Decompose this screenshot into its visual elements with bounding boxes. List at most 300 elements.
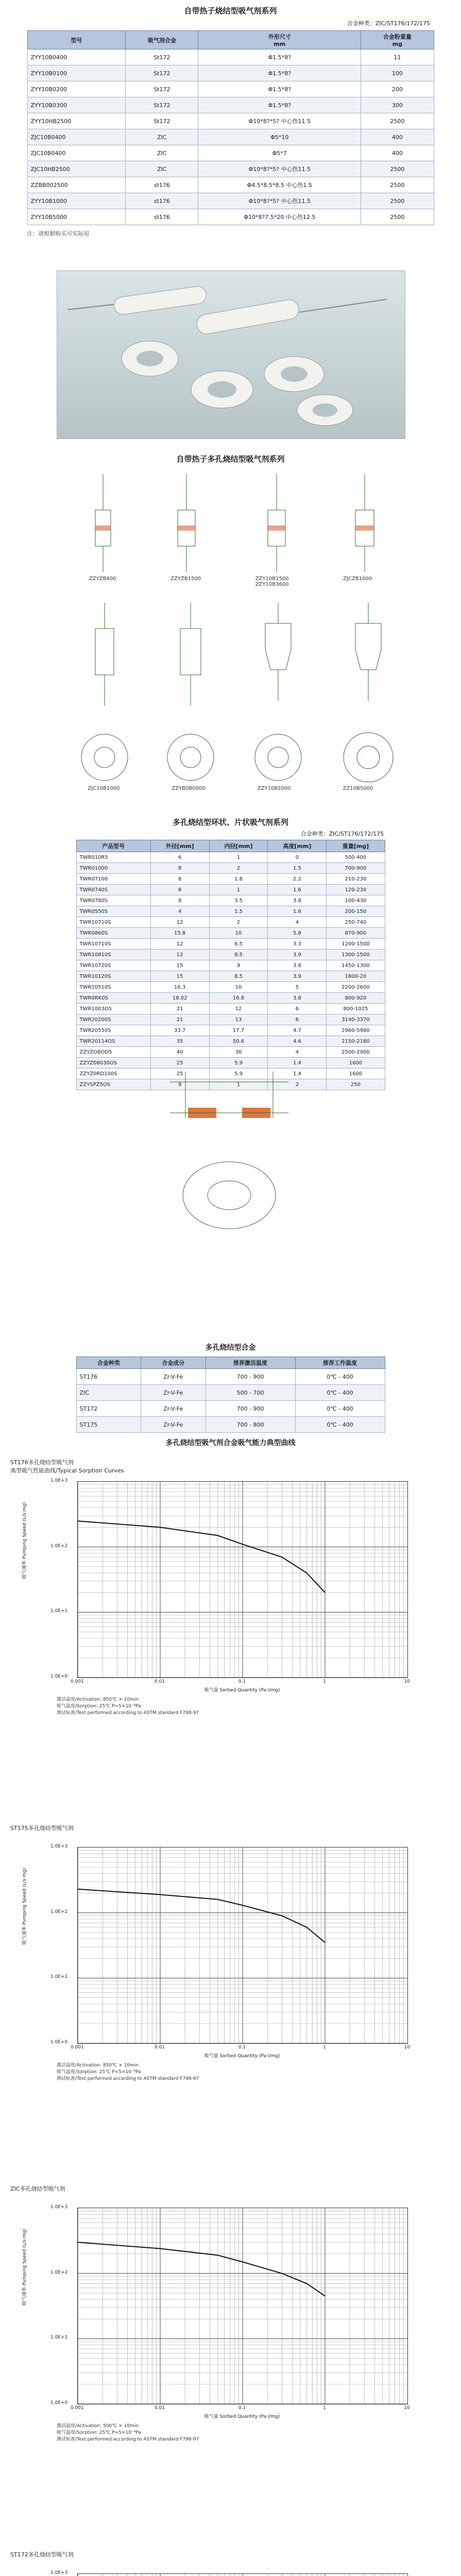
section-curves xyxy=(0,1437,461,1448)
table-cell: 3.9 xyxy=(268,971,327,982)
test-conditions xyxy=(57,2423,417,2443)
table-row xyxy=(76,917,385,928)
test-conditions xyxy=(57,2062,417,2082)
test-condition-line: 吸气温度/Sorption: 25℃ P=5×10⁻⁴Pa xyxy=(57,2070,141,2075)
table-cell: 300 xyxy=(361,97,434,113)
table-cell: 5.8 xyxy=(268,928,327,939)
table-cell: 10 xyxy=(209,928,268,939)
table-row xyxy=(76,1417,385,1433)
column-header: 外径[mm] xyxy=(150,840,209,852)
table-cell: Φ4.5*8.5*8.5 中心热1.5 xyxy=(198,177,361,193)
table-cell: TWR0860S xyxy=(76,928,150,939)
table-row xyxy=(27,193,434,209)
table-cell: 400 xyxy=(361,129,434,145)
table-row xyxy=(76,895,385,906)
table-cell: 700-900 xyxy=(327,863,385,874)
drawing-caption: ZZY10B1500 ZZY10B3600 xyxy=(255,576,289,587)
table-cell: 1200-1500 xyxy=(327,939,385,950)
table-cell: ST175 xyxy=(76,1417,141,1433)
table-cell: 17.7 xyxy=(209,1025,268,1036)
column-header: 合金种类 xyxy=(76,1357,141,1369)
table-cell: 400 xyxy=(361,145,434,161)
table-cell: Zr-V-Fe xyxy=(141,1417,206,1433)
column-header: 吸气剂合金 xyxy=(126,31,198,49)
table-cell: 12 xyxy=(150,950,209,960)
drawing-caption: ZZYZB1500 xyxy=(170,576,201,582)
y-tick-label: 1.0E+3 xyxy=(50,1844,68,1849)
section-heater-getters xyxy=(0,5,461,238)
table-cell: ZYY10B0200 xyxy=(27,81,126,97)
table-cell: 2150-2180 xyxy=(327,1036,385,1047)
table-cell: 2500 xyxy=(361,209,434,225)
table-row xyxy=(27,81,434,97)
table-cell: 1600 xyxy=(327,1069,385,1079)
table-cell: 25 xyxy=(150,1058,209,1069)
y-tick-label: 1.0E+3 xyxy=(50,2570,68,2575)
table-cell: 3140-3370 xyxy=(327,1014,385,1025)
table-row xyxy=(27,177,434,193)
table-cell: ZJC10B0400 xyxy=(27,145,126,161)
y-tick-label: 1.0E+3 xyxy=(50,2205,68,2210)
y-tick-label: 1.0E+3 xyxy=(50,1478,68,1483)
test-condition-line: 吸气温度/Sorption: 25℃ P=5×10⁻⁴Pa xyxy=(57,2430,141,2435)
y-tick-label: 1.0E+0 xyxy=(50,1674,68,1679)
table-cell: 4 xyxy=(268,1047,327,1058)
table-cell: 250 xyxy=(327,1079,385,1090)
x-tick-label: 0.001 xyxy=(71,2405,84,2411)
y-tick-label: 1.0E+0 xyxy=(50,2400,68,2405)
table-cell: 15 xyxy=(150,971,209,982)
table-row xyxy=(27,209,434,225)
table-cell: 3.9 xyxy=(268,950,327,960)
table-cell: TWR10710S xyxy=(76,917,150,928)
x-axis-label: 吸气量 Sorbed Quantity (Pa·l/mg) xyxy=(204,2414,280,2419)
table-cell: 21 xyxy=(150,1014,209,1025)
section-title: 多孔烧结型吸气剂合金吸气能力典型曲线 xyxy=(165,1439,296,1447)
table-cell: 1450-1300 xyxy=(327,960,385,971)
table-cell: 100-430 xyxy=(327,895,385,906)
product-photo-illustration xyxy=(57,271,405,438)
table-cell: 13 xyxy=(209,1014,268,1025)
table-row xyxy=(27,113,434,129)
table-cell: 15 xyxy=(150,960,209,971)
table-cell: st176 xyxy=(126,177,198,193)
table-cell: 10 xyxy=(209,982,268,993)
table-cell: TWR010R5 xyxy=(76,852,150,863)
table-cell: 0℃ - 400 xyxy=(295,1417,385,1433)
table-row xyxy=(76,960,385,971)
table-row xyxy=(76,939,385,950)
alloy-types: 合金种类：ZIC/ST176/172/175 xyxy=(300,831,384,837)
table-cell: 800-920 xyxy=(327,993,385,1004)
table-cell: st176 xyxy=(126,193,198,209)
table-row xyxy=(76,950,385,960)
table-cell: ZYY10B0300 xyxy=(27,97,126,113)
x-tick-label: 0.01 xyxy=(154,2405,165,2411)
table-cell: 1800-20 xyxy=(327,971,385,982)
table-cell: 700 - 900 xyxy=(206,1369,295,1385)
table-row xyxy=(76,1401,385,1417)
table-cell: ZIC xyxy=(126,161,198,177)
product-photo xyxy=(57,270,405,439)
chart-caption: ST172多孔烧结型吸气剂 xyxy=(10,2551,74,2558)
table-cell: Zr-V-Fe xyxy=(141,1385,206,1401)
y-tick-label: 1.0E+2 xyxy=(50,1909,68,1914)
table-cell: ZYY10HB2500 xyxy=(27,113,126,129)
chart-caption: ST176多孔烧结型吸气剂 典型吸气性能曲线/Typical Sorption Curves xyxy=(10,1459,124,1474)
drawing-captions-row2 xyxy=(0,786,461,791)
y-axis-label: 吸气速率 Pumping Speed (L/s·mg) xyxy=(22,2228,27,2306)
section-title: 自带热子多孔烧结型吸气剂系列 xyxy=(176,454,285,464)
y-axis-label: 吸气速率 Pumping Speed (L/s·mg) xyxy=(22,1868,27,1945)
table-cell: TWR20550S xyxy=(76,1025,150,1036)
column-header: 内径[mm] xyxy=(209,840,268,852)
column-header: 推荐工作温度 xyxy=(295,1357,385,1369)
x-tick-label: 0.1 xyxy=(238,2405,246,2411)
table-cell: 2 xyxy=(209,863,268,874)
table-cell: 2 xyxy=(209,917,268,928)
x-tick-label: 10 xyxy=(404,2405,410,2411)
table-row xyxy=(76,1036,385,1047)
table-cell: 0℃ - 400 xyxy=(295,1401,385,1417)
test-condition-line: 测试标准/Test performed according to ASTM standard F798-97 xyxy=(57,1710,199,1716)
table-cell: 1.6 xyxy=(268,885,327,895)
test-condition-line: 激活温度/Activation: 850℃ × 10min xyxy=(57,2063,139,2068)
table-cell: ZIC xyxy=(126,129,198,145)
table-cell: Φ10*8?*5? 中心热11.5 xyxy=(198,161,361,177)
table-cell: TWR10510S xyxy=(76,982,150,993)
table-cell: 200-150 xyxy=(327,906,385,917)
table-cell: 1 xyxy=(209,885,268,895)
table-cell: ZYY10B0100 xyxy=(27,65,126,81)
table-cell: 15.8 xyxy=(150,928,209,939)
test-condition-line: 吸气温度/Sorption: 25℃ P=5×10⁻⁴Pa xyxy=(57,1704,141,1709)
test-condition-line: 激活温度/Activation: 500℃ × 10min xyxy=(57,2424,139,2429)
table-cell: 3.5 xyxy=(209,895,268,906)
table-cell: ZZYZO8OD5 xyxy=(76,1047,150,1058)
table-row xyxy=(76,874,385,885)
table-cell: 8.5 xyxy=(209,950,268,960)
drawing-caption: ZZYZB400 xyxy=(89,576,116,582)
table-cell: 2200-2600 xyxy=(327,982,385,993)
table-cell: 1.5 xyxy=(209,906,268,917)
table-cell: 25 xyxy=(150,1069,209,1079)
spec-table xyxy=(27,30,434,225)
table-cell: 0℃ - 400 xyxy=(295,1385,385,1401)
drawing-captions-row1 xyxy=(0,576,461,587)
table-row xyxy=(76,928,385,939)
y-tick-label: 1.0E+0 xyxy=(50,2040,68,2045)
table-row xyxy=(27,129,434,145)
test-condition-line: 测试标准/Test performed according to ASTM standard F798-97 xyxy=(57,2076,199,2081)
drawing-caption: ZZ10B5000 xyxy=(343,786,373,791)
table-cell: TWR1003OS xyxy=(76,1004,150,1014)
table-cell: 11 xyxy=(361,49,434,65)
y-tick-label: 1.0E+2 xyxy=(50,1543,68,1549)
table-cell: 3.8 xyxy=(268,993,327,1004)
section-title: 自带热子烧结型吸气剂系列 xyxy=(184,6,277,15)
drawing-caption: ZJCZB1000 xyxy=(343,576,372,582)
table-cell: 12 xyxy=(209,1004,268,1014)
section-alloys xyxy=(0,1342,461,1433)
table-cell: 1.4 xyxy=(268,1069,327,1079)
table-row xyxy=(76,982,385,993)
table-cell: 2960-5980 xyxy=(327,1025,385,1036)
x-tick-label: 1 xyxy=(323,1679,326,1684)
x-tick-label: 1 xyxy=(323,2045,326,2050)
column-header: 重量[mg] xyxy=(327,840,385,852)
table-cell: Φ1.5*8? xyxy=(198,97,361,113)
x-tick-label: 0.1 xyxy=(238,2045,246,2050)
table-cell: 6 xyxy=(268,1004,327,1014)
table-cell: 2.2 xyxy=(268,874,327,885)
column-header: 推荐激活温度 xyxy=(206,1357,295,1369)
table-cell: 50.6 xyxy=(209,1036,268,1047)
table-cell: St172 xyxy=(126,113,198,129)
table-row xyxy=(76,1047,385,1058)
sorption-chart xyxy=(77,1481,408,1678)
table-cell: 30 xyxy=(209,1047,268,1058)
table-cell: 16.3 xyxy=(150,982,209,993)
table-cell: 2500-2900 xyxy=(327,1047,385,1058)
table-row xyxy=(27,49,434,65)
table-note: 注：请根据购买可实际用 xyxy=(27,230,89,237)
sorption-curve xyxy=(78,1521,325,1592)
test-condition-line: 激活温度/Activation: 850℃ × 10min xyxy=(57,1697,139,1702)
table-row xyxy=(76,993,385,1004)
table-cell: 870-900 xyxy=(327,928,385,939)
table-cell: 100 xyxy=(361,65,434,81)
alloy-table xyxy=(76,1357,385,1433)
table-cell: ZZBB002500 xyxy=(27,177,126,193)
table-cell: 1.8 xyxy=(209,874,268,885)
table-cell: TWR0550S xyxy=(76,906,150,917)
table-cell: 500-400 xyxy=(327,852,385,863)
table-cell: ST176 xyxy=(76,1369,141,1385)
x-axis-label: 吸气量 Sorbed Quantity (Pa·l/mg) xyxy=(204,2054,280,2059)
table-cell: 2500 xyxy=(361,161,434,177)
column-header: 型号 xyxy=(27,31,126,49)
table-cell: 18.02 xyxy=(150,993,209,1004)
table-row xyxy=(76,1025,385,1036)
test-condition-line: 测试标准/Test performed according to ASTM standard F798-97 xyxy=(57,2437,199,2442)
table-cell: Φ10*8?*5? 中心热11.5 xyxy=(198,193,361,209)
table-cell: 2 xyxy=(268,1079,327,1090)
table-cell: TWR07100 xyxy=(76,874,150,885)
table-cell: 21 xyxy=(150,1004,209,1014)
table-cell: 3.8 xyxy=(268,895,327,906)
column-header: 高度[mm] xyxy=(268,840,327,852)
table-cell: ZIC xyxy=(76,1385,141,1401)
table-cell: 12 xyxy=(150,939,209,950)
table-cell: 700 - 900 xyxy=(206,1401,295,1417)
table-cell: Φ5*7 xyxy=(198,145,361,161)
table-cell: 4.6 xyxy=(268,1036,327,1047)
x-tick-label: 0.1 xyxy=(238,1679,246,1684)
table-cell: TWR10720S xyxy=(76,960,150,971)
table-cell: TWR0780S xyxy=(76,895,150,906)
table-cell: TWR01000 xyxy=(76,863,150,874)
table-cell: ZJC10B0400 xyxy=(27,129,126,145)
table-cell: 8.5 xyxy=(209,971,268,982)
table-cell: 5.9 xyxy=(209,1058,268,1069)
y-tick-label: 1.0E+1 xyxy=(50,1608,68,1614)
drawing-caption: ZZY10B2000 xyxy=(257,786,291,791)
table-cell: ZZYZ08030OS xyxy=(76,1058,150,1069)
table-cell: St172 xyxy=(126,97,198,113)
table-cell: 1.4 xyxy=(268,1058,327,1069)
ring-spec-table xyxy=(76,840,385,1090)
table-cell: 9 xyxy=(209,960,268,971)
table-cell: ZYY10B5000 xyxy=(27,209,126,225)
table-row xyxy=(76,863,385,874)
table-cell: 4 xyxy=(150,906,209,917)
table-row xyxy=(76,1385,385,1401)
table-cell: 700 - 800 xyxy=(206,1417,295,1433)
table-cell: 210-230 xyxy=(327,874,385,885)
table-cell: 6 xyxy=(150,852,209,863)
table-cell: 500 - 700 xyxy=(206,1385,295,1401)
table-row xyxy=(76,1004,385,1014)
table-cell: 2500 xyxy=(361,193,434,209)
table-cell: ZIC xyxy=(126,145,198,161)
table-cell: 2500 xyxy=(361,113,434,129)
section-ring-getters xyxy=(0,817,461,1090)
table-cell: 40 xyxy=(150,1047,209,1058)
table-cell: Φ1.5*8? xyxy=(198,65,361,81)
table-cell: 9 xyxy=(150,1079,209,1090)
column-header: 合金成分 xyxy=(141,1357,206,1369)
table-cell: 250-740 xyxy=(327,917,385,928)
drawing-caption: ZZYB0B0000 xyxy=(172,786,206,791)
table-cell: St172 xyxy=(126,65,198,81)
x-tick-label: 0.001 xyxy=(71,1679,84,1684)
table-row xyxy=(76,971,385,982)
table-cell: 35 xyxy=(150,1036,209,1047)
table-cell: TWR0RK0S xyxy=(76,993,150,1004)
table-cell: St172 xyxy=(126,81,198,97)
x-tick-label: 10 xyxy=(404,2045,410,2050)
table-cell: 800-1025 xyxy=(327,1004,385,1014)
table-cell: 5 xyxy=(268,982,327,993)
table-cell: 120-230 xyxy=(327,885,385,895)
table-cell: ZJC10HB2500 xyxy=(27,161,126,177)
chart-caption: ST175多孔烧结型吸气剂 xyxy=(10,1825,74,1832)
table-row xyxy=(76,1014,385,1025)
section-title: 多孔烧结型合金 xyxy=(205,1344,256,1352)
table-cell: TWR20200S xyxy=(76,1014,150,1025)
table-cell: ZZYZ0RD100S xyxy=(76,1069,150,1079)
x-tick-label: 0.01 xyxy=(154,2045,165,2050)
x-axis-label: 吸气量 Sorbed Quantity (Pa·l/mg) xyxy=(204,1688,280,1693)
table-cell: Φ10*8?*5? 中心热11.5 xyxy=(198,113,361,129)
drawing-caption: ZJC10B1000 xyxy=(88,786,120,791)
sorption-chart xyxy=(77,2208,408,2404)
table-cell: Φ1.5*8? xyxy=(198,81,361,97)
section-porous-heater-getters xyxy=(0,453,461,464)
x-tick-label: 0.001 xyxy=(71,2045,84,2050)
table-row xyxy=(76,885,385,895)
table-row xyxy=(76,1369,385,1385)
table-cell: 5.9 xyxy=(209,1069,268,1079)
table-cell: TWR10810S xyxy=(76,950,150,960)
table-cell: ZYY10B0400 xyxy=(27,49,126,65)
x-tick-label: 1 xyxy=(323,2405,326,2411)
table-cell: ZYY10B1000 xyxy=(27,193,126,209)
table-row xyxy=(27,145,434,161)
table-cell: Zr-V-Fe xyxy=(141,1369,206,1385)
table-cell: 1.5 xyxy=(268,863,327,874)
table-cell: Φ1.5*8? xyxy=(198,49,361,65)
column-header: 合金粉重量 mg xyxy=(361,31,434,49)
table-cell: 1600 xyxy=(327,1058,385,1069)
table-cell: 1300-1500 xyxy=(327,950,385,960)
ring-drawings xyxy=(0,1066,461,1236)
column-header: 产品型号 xyxy=(76,840,150,852)
sorption-chart xyxy=(77,2573,408,2576)
table-cell: 6 xyxy=(268,1014,327,1025)
y-tick-label: 1.0E+1 xyxy=(50,1974,68,1980)
table-cell: St172 xyxy=(126,49,198,65)
y-tick-label: 1.0E+2 xyxy=(50,2269,68,2275)
table-cell: 6.5 xyxy=(209,939,268,950)
table-cell: 4 xyxy=(268,917,327,928)
table-cell: 3.8 xyxy=(268,960,327,971)
table-cell: TWR20114OS xyxy=(76,1036,150,1047)
table-cell: 1.6 xyxy=(268,906,327,917)
table-row xyxy=(27,65,434,81)
table-cell: 1 xyxy=(209,852,268,863)
y-axis-label: 吸气速率 Pumping Speed (L/s·mg) xyxy=(22,1502,27,1579)
table-cell: Zr-V-Fe xyxy=(141,1401,206,1417)
x-tick-label: 10 xyxy=(404,1679,410,1684)
table-row xyxy=(76,906,385,917)
table-cell: TWR10120S xyxy=(76,971,150,982)
test-conditions xyxy=(57,1697,417,1717)
table-cell: ST172 xyxy=(76,1401,141,1417)
sorption-chart xyxy=(77,1847,408,2044)
table-cell: 1 xyxy=(209,1079,268,1090)
table-row xyxy=(76,852,385,863)
table-row xyxy=(27,97,434,113)
section-title: 多孔烧结型环状、片状吸气剂系列 xyxy=(172,818,288,827)
table-cell: 16.8 xyxy=(209,993,268,1004)
table-cell: TWR0740S xyxy=(76,885,150,895)
table-cell: 8 xyxy=(150,895,209,906)
column-header: 外形尺寸 mm xyxy=(198,31,361,49)
table-cell: 200 xyxy=(361,81,434,97)
table-cell: 3.3 xyxy=(268,939,327,950)
chart-caption: ZIC多孔烧结型吸气剂 xyxy=(10,2185,65,2192)
table-cell: 8 xyxy=(150,874,209,885)
table-cell: 4.7 xyxy=(268,1025,327,1036)
table-cell: 8 xyxy=(150,885,209,895)
table-row xyxy=(27,161,434,177)
table-cell: 12 xyxy=(150,917,209,928)
table-cell: 33.7 xyxy=(150,1025,209,1036)
table-cell: 0 xyxy=(268,852,327,863)
table-cell: st176 xyxy=(126,209,198,225)
table-cell: Φ10*8?7.5*20 中心热12.5 xyxy=(198,209,361,225)
y-tick-label: 1.0E+1 xyxy=(50,2335,68,2341)
table-cell: ZZYSPZ5OS xyxy=(76,1079,150,1090)
technical-drawings xyxy=(0,469,461,840)
table-cell: TWR10710S xyxy=(76,939,150,950)
table-cell: Φ5*10 xyxy=(198,129,361,145)
table-cell: 0℃ - 400 xyxy=(295,1369,385,1385)
alloy-types: 合金种类：ZIC/ST176/172/175 xyxy=(347,20,430,27)
table-cell: 8 xyxy=(150,863,209,874)
